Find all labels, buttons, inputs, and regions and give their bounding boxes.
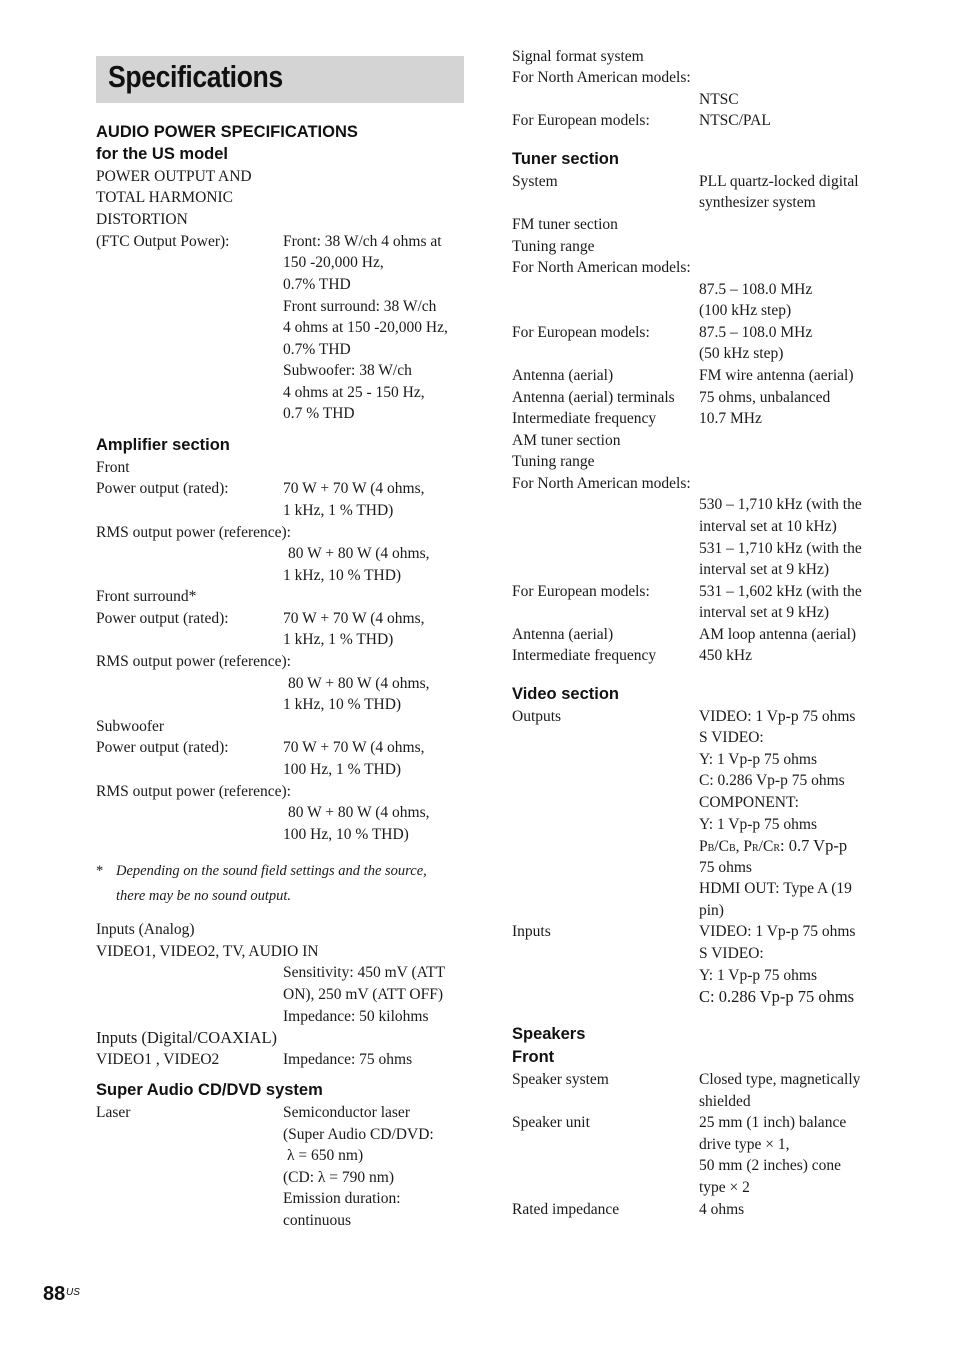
spec-label: For North American models: (512, 475, 691, 492)
section-heading-audio-power: AUDIO POWER SPECIFICATIONS (96, 123, 358, 141)
spec-label: For North American models: (512, 259, 691, 276)
pr-c: /C (758, 838, 774, 855)
spec-value: 100 Hz, 1 % THD) (283, 761, 402, 778)
spec-value: 4 ohms at 25 - 150 Hz, (283, 384, 425, 401)
section-heading-sacd: Super Audio CD/DVD system (96, 1081, 323, 1099)
spec-value: type × 2 (699, 1179, 750, 1196)
spec-value: 70 W + 70 W (4 ohms, (283, 739, 425, 756)
spec-value: S VIDEO: (699, 945, 764, 962)
spec-value: C: 0.286 Vp-p 75 ohms (699, 772, 845, 789)
spec-value: λ = 650 nm) (287, 1147, 364, 1164)
spec-value: 0.7% THD (283, 341, 351, 358)
spec-value: 450 kHz (699, 647, 752, 664)
spec-value: 531 – 1,602 kHz (with the (699, 583, 862, 600)
spec-value: HDMI OUT: Type A (19 (699, 880, 852, 897)
spec-label: POWER OUTPUT AND (96, 168, 252, 185)
spec-value: Y: 1 Vp-p 75 ohms (699, 751, 817, 768)
spec-label: Inputs (Digital/COAXIAL) (96, 1028, 278, 1047)
cb-sub: B (728, 843, 736, 854)
spec-value: (Super Audio CD/DVD: (283, 1126, 434, 1143)
spec-value: 150 -20,000 Hz, (283, 254, 384, 271)
spec-label: System (512, 173, 558, 190)
spec-value: 4 ohms at 150 -20,000 Hz, (283, 319, 448, 336)
spec-value: ON), 250 mV (ATT OFF) (283, 986, 444, 1003)
spec-label: Antenna (aerial) terminals (512, 389, 675, 406)
spec-value: Sensitivity: 450 mV (ATT (283, 964, 446, 981)
spec-value: COMPONENT: (699, 794, 799, 811)
spec-value: AM loop antenna (aerial) (699, 626, 857, 643)
page-region-suffix: US (66, 1287, 80, 1298)
spec-value: 25 mm (1 inch) balance (699, 1114, 847, 1131)
spec-value: 530 – 1,710 kHz (with the (699, 496, 862, 513)
spec-label: Front (96, 459, 130, 476)
spec-label: TOTAL HARMONIC (96, 189, 233, 206)
section-heading-speakers: Speakers (512, 1025, 586, 1043)
spec-value: synthesizer system (699, 194, 816, 211)
spec-value: drive type × 1, (699, 1136, 790, 1153)
spec-label: Speaker unit (512, 1114, 590, 1131)
spec-label: FM tuner section (512, 216, 618, 233)
spec-label: Intermediate frequency (512, 647, 657, 664)
spec-label: Tuning range (512, 453, 595, 470)
spec-value: 1 kHz, 1 % THD) (283, 502, 394, 519)
section-heading-amplifier: Amplifier section (96, 436, 230, 454)
pb-p: P (699, 838, 708, 855)
spec-label: Inputs (Analog) (96, 921, 195, 938)
spec-value: VIDEO: 1 Vp-p 75 ohms (699, 708, 856, 725)
spec-label: For European models: (512, 324, 650, 341)
spec-value: pin) (699, 902, 724, 919)
spec-label: VIDEO1, VIDEO2, TV, AUDIO IN (96, 943, 319, 960)
spec-label: For European models: (512, 583, 650, 600)
spec-value: 1 kHz, 10 % THD) (283, 696, 402, 713)
spec-value: 1 kHz, 10 % THD) (283, 567, 402, 584)
spec-value: 75 ohms (699, 859, 752, 876)
spec-label: Subwoofer (96, 718, 165, 735)
spec-label: Intermediate frequency (512, 410, 657, 427)
spec-value: interval set at 9 kHz) (699, 561, 829, 578)
section-heading-tuner: Tuner section (512, 150, 619, 168)
spec-label: Power output (rated): (96, 480, 229, 497)
spec-value: Y: 1 Vp-p 75 ohms (699, 816, 817, 833)
footnote-text: there may be no sound output. (116, 888, 292, 904)
spec-value: PLL quartz-locked digital (699, 173, 859, 190)
spec-value: 70 W + 70 W (4 ohms, (283, 480, 425, 497)
spec-value: Impedance: 75 ohms (283, 1051, 413, 1068)
spec-label: DISTORTION (96, 211, 188, 228)
pr-p: , P (735, 838, 752, 855)
spec-value: 80 W + 80 W (4 ohms, (288, 675, 430, 692)
spec-label: Antenna (aerial) (512, 367, 614, 384)
spec-value-component-pbpr (699, 835, 847, 860)
spec-value: VIDEO: 1 Vp-p 75 ohms (699, 923, 856, 940)
spec-label: RMS output power (reference): (96, 524, 291, 541)
spec-label: For North American models: (512, 69, 691, 86)
spec-label: Power output (rated): (96, 739, 229, 756)
footnote (96, 859, 466, 909)
footnote-text: Depending on the sound field settings and the source, (116, 863, 427, 879)
spec-value: (50 kHz step) (699, 345, 784, 362)
spec-value: interval set at 10 kHz) (699, 518, 837, 535)
section-heading-video: Video section (512, 685, 619, 703)
spec-value: 80 W + 80 W (4 ohms, (288, 545, 430, 562)
spec-value: 531 – 1,710 kHz (with the (699, 540, 862, 557)
spec-label: Tuning range (512, 238, 595, 255)
spec-label: RMS output power (reference): (96, 783, 291, 800)
footnote-marker: * (96, 863, 104, 879)
spec-value: FM wire antenna (aerial) (699, 367, 854, 384)
spec-value: 75 ohms, unbalanced (699, 389, 831, 406)
page-number: 88 (43, 1283, 66, 1305)
spec-label: AM tuner section (512, 432, 621, 449)
spec-value: (CD: λ = 790 nm) (283, 1169, 394, 1186)
spec-value: Front surround: 38 W/ch (283, 298, 437, 315)
spec-value: 70 W + 70 W (4 ohms, (283, 610, 425, 627)
spec-value: S VIDEO: (699, 729, 764, 746)
spec-value: Front: 38 W/ch 4 ohms at (283, 233, 442, 250)
section-heading-us-model: for the US model (96, 145, 229, 163)
spec-label: Outputs (512, 708, 562, 725)
pr-sub: R (752, 843, 759, 854)
spec-label-ftc: (FTC Output Power): (96, 233, 230, 250)
spec-label: Speaker system (512, 1071, 609, 1088)
spec-value: NTSC/PAL (699, 112, 771, 129)
spec-value: 4 ohms (699, 1201, 745, 1218)
page-title: Specifications (108, 59, 283, 94)
spec-value: Impedance: 50 kilohms (283, 1008, 429, 1025)
spec-value: 87.5 – 108.0 MHz (699, 281, 813, 298)
spec-label: For European models: (512, 112, 650, 129)
spec-label: Signal format system (512, 48, 644, 65)
title-banner (96, 56, 464, 103)
pb-sub: B (707, 843, 715, 854)
spec-label: VIDEO1 , VIDEO2 (96, 1051, 220, 1068)
spec-value: continuous (283, 1212, 352, 1229)
spec-label: RMS output power (reference): (96, 653, 291, 670)
spec-label: Inputs (512, 923, 551, 940)
spec-label: Antenna (aerial) (512, 626, 614, 643)
spec-value: 80 W + 80 W (4 ohms, (288, 804, 430, 821)
spec-value: 1 kHz, 1 % THD) (283, 631, 394, 648)
spec-value: 0.7 % THD (283, 405, 355, 422)
spec-value: NTSC (699, 91, 739, 108)
spec-value: 100 Hz, 10 % THD) (283, 826, 409, 843)
spec-value: 10.7 MHz (699, 410, 762, 427)
spec-value: shielded (699, 1093, 751, 1110)
spec-value: interval set at 9 kHz) (699, 604, 829, 621)
spec-value: Semiconductor laser (283, 1104, 410, 1121)
spec-value: 50 mm (2 inches) cone (699, 1157, 842, 1174)
cr-sub: R (773, 843, 780, 854)
spec-label: Rated impedance (512, 1201, 620, 1218)
spec-value: Closed type, magnetically (699, 1071, 861, 1088)
spec-label: Laser (96, 1104, 131, 1121)
spec-value: C: 0.286 Vp-p 75 ohms (699, 987, 855, 1006)
section-heading-front: Front (512, 1048, 555, 1066)
pb-c: /C (714, 838, 729, 855)
spec-value: Y: 1 Vp-p 75 ohms (699, 967, 817, 984)
spec-label: Front surround* (96, 588, 197, 605)
spec-value: Subwoofer: 38 W/ch (283, 362, 412, 379)
spec-value: 87.5 – 108.0 MHz (699, 324, 813, 341)
pbpr-value: : 0.7 Vp-p (780, 836, 848, 855)
spec-value: (100 kHz step) (699, 302, 792, 319)
spec-label: Power output (rated): (96, 610, 229, 627)
spec-value: Emission duration: (283, 1190, 401, 1207)
spec-value: 0.7% THD (283, 276, 351, 293)
